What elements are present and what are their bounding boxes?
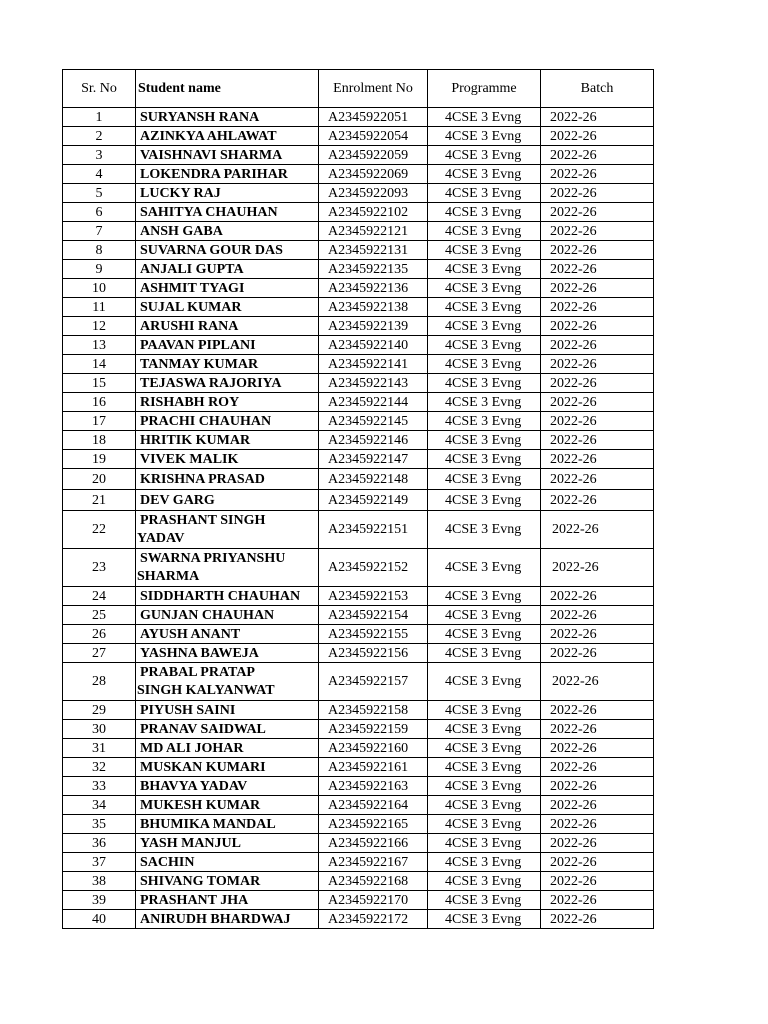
table-row xyxy=(63,739,654,758)
cell-batch: 2022-26 xyxy=(541,146,654,165)
cell-enrolment-no: A2345922167 xyxy=(319,853,428,872)
cell-batch: 2022-26 xyxy=(541,374,654,393)
table-row xyxy=(63,511,654,549)
cell-sr-no: 18 xyxy=(63,431,136,450)
cell-student-name xyxy=(136,663,319,701)
cell-enrolment-no: A2345922102 xyxy=(319,203,428,222)
cell-sr-no: 38 xyxy=(63,872,136,891)
cell-enrolment-no: A2345922139 xyxy=(319,317,428,336)
cell-programme: 4CSE 3 Evng xyxy=(428,625,541,644)
cell-batch: 2022-26 xyxy=(541,739,654,758)
cell-batch: 2022-26 xyxy=(541,184,654,203)
cell-student-name: ANSH GABA xyxy=(136,222,319,241)
cell-student-name: ASHMIT TYAGI xyxy=(136,279,319,298)
table-row xyxy=(63,815,654,834)
cell-enrolment-no: A2345922168 xyxy=(319,872,428,891)
table-row xyxy=(63,108,654,127)
cell-batch: 2022-26 xyxy=(541,606,654,625)
cell-sr-no: 17 xyxy=(63,412,136,431)
cell-batch: 2022-26 xyxy=(541,490,654,511)
table-row xyxy=(63,298,654,317)
table-row xyxy=(63,165,654,184)
cell-batch: 2022-26 xyxy=(541,891,654,910)
cell-batch: 2022-26 xyxy=(541,625,654,644)
cell-sr-no: 30 xyxy=(63,720,136,739)
cell-sr-no: 39 xyxy=(63,891,136,910)
cell-sr-no: 21 xyxy=(63,490,136,511)
cell-programme: 4CSE 3 Evng xyxy=(428,260,541,279)
cell-batch: 2022-26 xyxy=(541,108,654,127)
header-batch: Batch xyxy=(541,70,654,108)
cell-batch: 2022-26 xyxy=(541,853,654,872)
cell-student-name: ANJALI GUPTA xyxy=(136,260,319,279)
cell-programme: 4CSE 3 Evng xyxy=(428,393,541,412)
student-name-line-1: PRABAL PRATAP xyxy=(140,664,255,680)
cell-programme: 4CSE 3 Evng xyxy=(428,412,541,431)
cell-sr-no: 19 xyxy=(63,450,136,469)
cell-student-name: YASHNA BAWEJA xyxy=(136,644,319,663)
table-row xyxy=(63,834,654,853)
table-row xyxy=(63,891,654,910)
cell-student-name: MUKESH KUMAR xyxy=(136,796,319,815)
cell-batch: 2022-26 xyxy=(541,815,654,834)
cell-enrolment-no: A2345922163 xyxy=(319,777,428,796)
cell-programme: 4CSE 3 Evng xyxy=(428,777,541,796)
cell-enrolment-no: A2345922164 xyxy=(319,796,428,815)
cell-enrolment-no: A2345922135 xyxy=(319,260,428,279)
cell-student-name: VIVEK MALIK xyxy=(136,450,319,469)
cell-batch: 2022-26 xyxy=(541,701,654,720)
cell-programme: 4CSE 3 Evng xyxy=(428,317,541,336)
cell-batch: 2022-26 xyxy=(541,511,654,549)
cell-batch: 2022-26 xyxy=(541,450,654,469)
cell-student-name: GUNJAN CHAUHAN xyxy=(136,606,319,625)
cell-sr-no: 29 xyxy=(63,701,136,720)
table-row xyxy=(63,184,654,203)
cell-sr-no: 34 xyxy=(63,796,136,815)
cell-programme: 4CSE 3 Evng xyxy=(428,298,541,317)
table-row xyxy=(63,203,654,222)
cell-enrolment-no: A2345922153 xyxy=(319,587,428,606)
cell-student-name: PAAVAN PIPLANI xyxy=(136,336,319,355)
cell-student-name: SURYANSH RANA xyxy=(136,108,319,127)
cell-enrolment-no: A2345922059 xyxy=(319,146,428,165)
cell-enrolment-no: A2345922147 xyxy=(319,450,428,469)
table-row xyxy=(63,777,654,796)
table-row xyxy=(63,317,654,336)
cell-sr-no: 28 xyxy=(63,663,136,701)
table-row xyxy=(63,549,654,587)
table-row xyxy=(63,393,654,412)
cell-batch: 2022-26 xyxy=(541,663,654,701)
cell-programme: 4CSE 3 Evng xyxy=(428,108,541,127)
cell-sr-no: 4 xyxy=(63,165,136,184)
cell-batch: 2022-26 xyxy=(541,872,654,891)
cell-batch: 2022-26 xyxy=(541,777,654,796)
cell-programme: 4CSE 3 Evng xyxy=(428,146,541,165)
cell-sr-no: 40 xyxy=(63,910,136,929)
cell-sr-no: 9 xyxy=(63,260,136,279)
cell-programme: 4CSE 3 Evng xyxy=(428,431,541,450)
cell-student-name: SHIVANG TOMAR xyxy=(136,872,319,891)
cell-enrolment-no: A2345922165 xyxy=(319,815,428,834)
table-row xyxy=(63,374,654,393)
table-row xyxy=(63,910,654,929)
cell-enrolment-no: A2345922146 xyxy=(319,431,428,450)
cell-student-name: BHUMIKA MANDAL xyxy=(136,815,319,834)
cell-sr-no: 32 xyxy=(63,758,136,777)
header-sr-no: Sr. No xyxy=(63,70,136,108)
cell-batch: 2022-26 xyxy=(541,644,654,663)
cell-batch: 2022-26 xyxy=(541,910,654,929)
cell-programme: 4CSE 3 Evng xyxy=(428,222,541,241)
table-row xyxy=(63,663,654,701)
cell-sr-no: 7 xyxy=(63,222,136,241)
cell-student-name: PRACHI CHAUHAN xyxy=(136,412,319,431)
cell-sr-no: 8 xyxy=(63,241,136,260)
cell-student-name: SIDDHARTH CHAUHAN xyxy=(136,587,319,606)
cell-enrolment-no: A2345922160 xyxy=(319,739,428,758)
cell-programme: 4CSE 3 Evng xyxy=(428,241,541,260)
cell-sr-no: 13 xyxy=(63,336,136,355)
cell-enrolment-no: A2345922054 xyxy=(319,127,428,146)
cell-sr-no: 33 xyxy=(63,777,136,796)
table-row xyxy=(63,336,654,355)
cell-enrolment-no: A2345922158 xyxy=(319,701,428,720)
cell-sr-no: 22 xyxy=(63,511,136,549)
cell-enrolment-no: A2345922148 xyxy=(319,469,428,490)
table-body xyxy=(63,108,654,929)
header-enrolment-no: Enrolment No xyxy=(319,70,428,108)
cell-sr-no: 36 xyxy=(63,834,136,853)
cell-batch: 2022-26 xyxy=(541,317,654,336)
cell-enrolment-no: A2345922159 xyxy=(319,720,428,739)
student-name-line-2: SHARMA xyxy=(137,568,200,584)
student-name-line-1: SWARNA PRIYANSHU xyxy=(140,550,286,566)
cell-student-name: SUVARNA GOUR DAS xyxy=(136,241,319,260)
cell-programme: 4CSE 3 Evng xyxy=(428,815,541,834)
cell-programme: 4CSE 3 Evng xyxy=(428,834,541,853)
cell-sr-no: 12 xyxy=(63,317,136,336)
cell-batch: 2022-26 xyxy=(541,758,654,777)
cell-programme: 4CSE 3 Evng xyxy=(428,644,541,663)
cell-programme: 4CSE 3 Evng xyxy=(428,127,541,146)
cell-sr-no: 6 xyxy=(63,203,136,222)
student-name-line-2: SINGH KALYANWAT xyxy=(137,682,275,698)
cell-enrolment-no: A2345922157 xyxy=(319,663,428,701)
cell-sr-no: 37 xyxy=(63,853,136,872)
table-row xyxy=(63,758,654,777)
cell-batch: 2022-26 xyxy=(541,279,654,298)
cell-student-name: MUSKAN KUMARI xyxy=(136,758,319,777)
cell-enrolment-no: A2345922069 xyxy=(319,165,428,184)
cell-student-name: SUJAL KUMAR xyxy=(136,298,319,317)
cell-enrolment-no: A2345922131 xyxy=(319,241,428,260)
table-row xyxy=(63,606,654,625)
cell-batch: 2022-26 xyxy=(541,165,654,184)
cell-sr-no: 1 xyxy=(63,108,136,127)
cell-student-name: KRISHNA PRASAD xyxy=(136,469,319,490)
cell-enrolment-no: A2345922145 xyxy=(319,412,428,431)
table-row xyxy=(63,872,654,891)
table-row xyxy=(63,625,654,644)
cell-programme: 4CSE 3 Evng xyxy=(428,606,541,625)
cell-enrolment-no: A2345922136 xyxy=(319,279,428,298)
cell-enrolment-no: A2345922161 xyxy=(319,758,428,777)
cell-enrolment-no: A2345922144 xyxy=(319,393,428,412)
cell-programme: 4CSE 3 Evng xyxy=(428,910,541,929)
cell-sr-no: 2 xyxy=(63,127,136,146)
cell-sr-no: 11 xyxy=(63,298,136,317)
table-row xyxy=(63,853,654,872)
cell-batch: 2022-26 xyxy=(541,241,654,260)
cell-enrolment-no: A2345922154 xyxy=(319,606,428,625)
table-row xyxy=(63,644,654,663)
cell-sr-no: 27 xyxy=(63,644,136,663)
cell-sr-no: 20 xyxy=(63,469,136,490)
cell-batch: 2022-26 xyxy=(541,796,654,815)
cell-sr-no: 14 xyxy=(63,355,136,374)
cell-student-name xyxy=(136,511,319,549)
cell-enrolment-no: A2345922166 xyxy=(319,834,428,853)
cell-student-name: YASH MANJUL xyxy=(136,834,319,853)
table-row xyxy=(63,431,654,450)
cell-student-name: PRASHANT JHA xyxy=(136,891,319,910)
table-row xyxy=(63,260,654,279)
cell-batch: 2022-26 xyxy=(541,469,654,490)
cell-enrolment-no: A2345922143 xyxy=(319,374,428,393)
student-name-line-1: PRASHANT SINGH xyxy=(140,512,266,528)
table-header-row xyxy=(63,70,654,108)
cell-enrolment-no: A2345922149 xyxy=(319,490,428,511)
cell-student-name: DEV GARG xyxy=(136,490,319,511)
cell-student-name: VAISHNAVI SHARMA xyxy=(136,146,319,165)
cell-student-name: SAHITYA CHAUHAN xyxy=(136,203,319,222)
cell-programme: 4CSE 3 Evng xyxy=(428,450,541,469)
cell-student-name: TEJASWA RAJORIYA xyxy=(136,374,319,393)
cell-enrolment-no: A2345922121 xyxy=(319,222,428,241)
cell-enrolment-no: A2345922093 xyxy=(319,184,428,203)
cell-student-name: PIYUSH SAINI xyxy=(136,701,319,720)
cell-enrolment-no: A2345922170 xyxy=(319,891,428,910)
cell-enrolment-no: A2345922172 xyxy=(319,910,428,929)
cell-student-name: ANIRUDH BHARDWAJ xyxy=(136,910,319,929)
cell-programme: 4CSE 3 Evng xyxy=(428,469,541,490)
cell-sr-no: 10 xyxy=(63,279,136,298)
cell-student-name: ARUSHI RANA xyxy=(136,317,319,336)
cell-programme: 4CSE 3 Evng xyxy=(428,701,541,720)
cell-batch: 2022-26 xyxy=(541,298,654,317)
cell-student-name: AZINKYA AHLAWAT xyxy=(136,127,319,146)
cell-programme: 4CSE 3 Evng xyxy=(428,549,541,587)
cell-batch: 2022-26 xyxy=(541,549,654,587)
cell-enrolment-no: A2345922138 xyxy=(319,298,428,317)
cell-programme: 4CSE 3 Evng xyxy=(428,355,541,374)
cell-programme: 4CSE 3 Evng xyxy=(428,336,541,355)
table-row xyxy=(63,127,654,146)
table-row xyxy=(63,241,654,260)
cell-batch: 2022-26 xyxy=(541,412,654,431)
cell-sr-no: 35 xyxy=(63,815,136,834)
cell-student-name: AYUSH ANANT xyxy=(136,625,319,644)
cell-sr-no: 23 xyxy=(63,549,136,587)
table-row xyxy=(63,796,654,815)
cell-batch: 2022-26 xyxy=(541,127,654,146)
cell-batch: 2022-26 xyxy=(541,834,654,853)
cell-programme: 4CSE 3 Evng xyxy=(428,796,541,815)
cell-student-name: HRITIK KUMAR xyxy=(136,431,319,450)
cell-programme: 4CSE 3 Evng xyxy=(428,511,541,549)
cell-student-name: SACHIN xyxy=(136,853,319,872)
cell-enrolment-no: A2345922051 xyxy=(319,108,428,127)
cell-sr-no: 3 xyxy=(63,146,136,165)
cell-student-name: BHAVYA YADAV xyxy=(136,777,319,796)
table-row xyxy=(63,355,654,374)
student-roster-table xyxy=(62,69,654,929)
table-row xyxy=(63,490,654,511)
cell-programme: 4CSE 3 Evng xyxy=(428,872,541,891)
cell-sr-no: 15 xyxy=(63,374,136,393)
cell-programme: 4CSE 3 Evng xyxy=(428,853,541,872)
cell-student-name: LUCKY RAJ xyxy=(136,184,319,203)
cell-student-name xyxy=(136,549,319,587)
cell-student-name: LOKENDRA PARIHAR xyxy=(136,165,319,184)
cell-programme: 4CSE 3 Evng xyxy=(428,663,541,701)
cell-enrolment-no: A2345922151 xyxy=(319,511,428,549)
cell-programme: 4CSE 3 Evng xyxy=(428,165,541,184)
header-programme: Programme xyxy=(428,70,541,108)
table-row xyxy=(63,222,654,241)
cell-enrolment-no: A2345922141 xyxy=(319,355,428,374)
cell-programme: 4CSE 3 Evng xyxy=(428,587,541,606)
cell-programme: 4CSE 3 Evng xyxy=(428,739,541,758)
cell-sr-no: 24 xyxy=(63,587,136,606)
table-row xyxy=(63,146,654,165)
table-row xyxy=(63,450,654,469)
cell-enrolment-no: A2345922140 xyxy=(319,336,428,355)
table-row xyxy=(63,701,654,720)
cell-student-name: PRANAV SAIDWAL xyxy=(136,720,319,739)
table-row xyxy=(63,587,654,606)
cell-programme: 4CSE 3 Evng xyxy=(428,891,541,910)
cell-batch: 2022-26 xyxy=(541,336,654,355)
cell-batch: 2022-26 xyxy=(541,587,654,606)
student-name-line-2: YADAV xyxy=(137,530,185,546)
cell-sr-no: 25 xyxy=(63,606,136,625)
cell-sr-no: 26 xyxy=(63,625,136,644)
header-student-name: Student name xyxy=(136,70,319,108)
table-row xyxy=(63,279,654,298)
table-row xyxy=(63,469,654,490)
cell-sr-no: 16 xyxy=(63,393,136,412)
cell-programme: 4CSE 3 Evng xyxy=(428,374,541,393)
cell-programme: 4CSE 3 Evng xyxy=(428,758,541,777)
cell-student-name: MD ALI JOHAR xyxy=(136,739,319,758)
cell-enrolment-no: A2345922152 xyxy=(319,549,428,587)
cell-programme: 4CSE 3 Evng xyxy=(428,279,541,298)
cell-student-name: RISHABH ROY xyxy=(136,393,319,412)
cell-programme: 4CSE 3 Evng xyxy=(428,203,541,222)
cell-programme: 4CSE 3 Evng xyxy=(428,490,541,511)
cell-batch: 2022-26 xyxy=(541,393,654,412)
cell-batch: 2022-26 xyxy=(541,222,654,241)
cell-batch: 2022-26 xyxy=(541,203,654,222)
cell-enrolment-no: A2345922155 xyxy=(319,625,428,644)
cell-programme: 4CSE 3 Evng xyxy=(428,184,541,203)
cell-sr-no: 31 xyxy=(63,739,136,758)
table-row xyxy=(63,412,654,431)
cell-sr-no: 5 xyxy=(63,184,136,203)
table-row xyxy=(63,720,654,739)
cell-enrolment-no: A2345922156 xyxy=(319,644,428,663)
cell-batch: 2022-26 xyxy=(541,431,654,450)
cell-batch: 2022-26 xyxy=(541,260,654,279)
cell-batch: 2022-26 xyxy=(541,720,654,739)
cell-student-name: TANMAY KUMAR xyxy=(136,355,319,374)
cell-programme: 4CSE 3 Evng xyxy=(428,720,541,739)
cell-batch: 2022-26 xyxy=(541,355,654,374)
